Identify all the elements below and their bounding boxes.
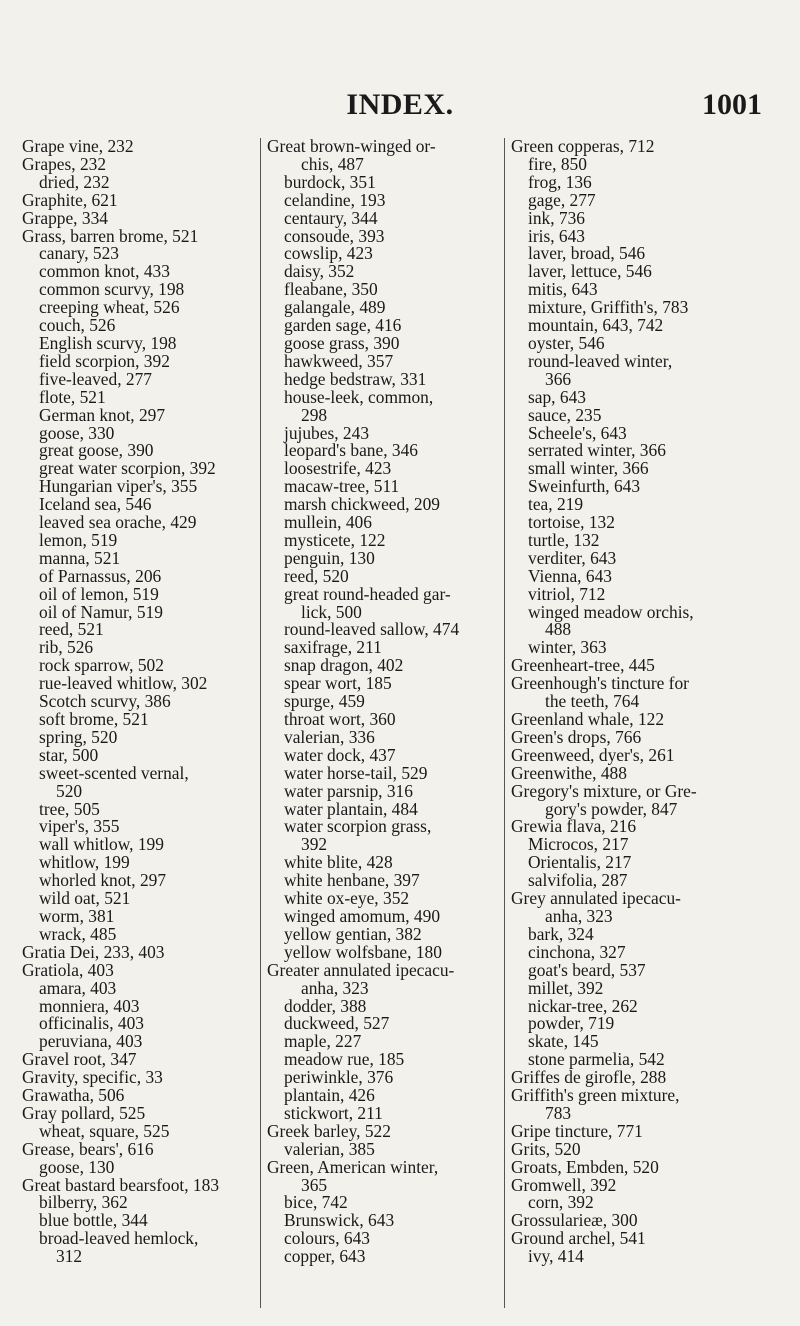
index-entry: round-leaved winter, [528, 350, 673, 371]
index-entry: Sweinfurth, 643 [528, 476, 641, 497]
index-entry: leaved sea orache, 429 [39, 512, 197, 533]
index-entry: loosestrife, 423 [284, 458, 392, 479]
index-entry: 365 [301, 1174, 328, 1195]
index-entry: wheat, square, 525 [39, 1120, 170, 1141]
index-entry: maple, 227 [284, 1031, 362, 1052]
index-entry: Greenheart-tree, 445 [511, 655, 655, 676]
index-entry: blue bottle, 344 [39, 1210, 148, 1231]
index-entry: German knot, 297 [39, 404, 166, 425]
index-entry: Gray pollard, 525 [22, 1102, 146, 1123]
index-entry: valerian, 385 [284, 1138, 375, 1159]
page-header [0, 88, 800, 128]
index-entry: spear wort, 185 [284, 673, 392, 694]
index-entry: Gregory's mixture, or Gre- [511, 780, 697, 801]
index-entry: jujubes, 243 [284, 422, 370, 443]
index-entry: spring, 520 [39, 726, 118, 747]
index-entry: throat wort, 360 [284, 709, 396, 729]
index-entry: Brunswick, 643 [284, 1210, 395, 1231]
index-entry: lick, 500 [301, 601, 362, 622]
index-entry: hedge bedstraw, 331 [284, 368, 427, 389]
index-entry: white ox-eye, 352 [284, 888, 410, 909]
index-entry: Grape vine, 232 [22, 136, 134, 156]
index-entry: canary, 523 [39, 243, 119, 264]
index-entry: winged amomum, 490 [284, 905, 441, 926]
index-entry: daisy, 352 [284, 261, 355, 282]
page-number: 1001 [702, 88, 762, 121]
index-entry: Grapes, 232 [22, 153, 107, 174]
index-entry: water plantain, 484 [284, 798, 418, 819]
index-entry: officinalis, 403 [39, 1013, 144, 1034]
index-entry: Greater annulated ipecacu- [267, 959, 455, 980]
index-entry: sweet-scented vernal, [39, 762, 189, 783]
index-entry: white henbane, 397 [284, 870, 420, 891]
index-entry: mountain, 643, 742 [528, 315, 664, 336]
index-entry: Green, American winter, [267, 1156, 439, 1177]
index-entry: flote, 521 [39, 386, 106, 407]
index-entry: nickar-tree, 262 [528, 995, 638, 1016]
index-entry: manna, 521 [39, 547, 121, 568]
index-entry: Grease, bears', 616 [22, 1138, 154, 1159]
index-entry: ivy, 414 [528, 1246, 584, 1267]
index-entry: sap, 643 [528, 386, 586, 407]
index-entry: fire, 850 [528, 153, 587, 174]
index-entry: mitis, 643 [528, 279, 598, 300]
index-entry: water horse-tail, 529 [284, 762, 428, 783]
index-entry: mullein, 406 [284, 512, 372, 533]
index-entry: Gravity, specific, 33 [22, 1067, 163, 1088]
index-entry: millet, 392 [528, 977, 604, 998]
index-entry: house-leek, common, [284, 386, 434, 407]
index-entry: 298 [301, 404, 328, 425]
index-entry: great round-headed gar- [284, 583, 451, 604]
index-entry: stone parmelia, 542 [528, 1049, 665, 1070]
index-entry: reed, 521 [39, 619, 104, 640]
index-entry: wall whitlow, 199 [39, 834, 164, 855]
index-entry: Green copperas, 712 [511, 136, 655, 156]
index-entry: lemon, 519 [39, 529, 118, 550]
index-entry: Greenland whale, 122 [511, 709, 665, 729]
index-entry: Groats, Embden, 520 [511, 1156, 659, 1177]
index-entry: goose grass, 390 [284, 332, 400, 353]
index-entry: Grossularieæ, 300 [511, 1210, 638, 1231]
index-entry: Greenhough's tincture for [511, 673, 689, 694]
index-entry: English scurvy, 198 [39, 332, 177, 353]
index-entry: Iceland sea, 546 [39, 494, 152, 515]
index-entry: stickwort, 211 [284, 1102, 383, 1123]
index-entry: 312 [56, 1246, 83, 1267]
index-entry: wrack, 485 [39, 923, 117, 944]
index-entry: Orientalis, 217 [528, 852, 632, 873]
index-entry: wild oat, 521 [39, 888, 131, 909]
index-entry: tortoise, 132 [528, 512, 615, 533]
index-entry: winter, 363 [528, 637, 607, 658]
index-entry: mixture, Griffith's, 783 [528, 297, 689, 318]
index-entry: Griffes de girofle, 288 [511, 1067, 667, 1088]
index-entry: Great bastard bearsfoot, 183 [22, 1174, 220, 1195]
index-entry: verditer, 643 [528, 547, 617, 568]
index-entry: Griffith's green mixture, [511, 1085, 680, 1106]
index-entry: Scheele's, 643 [528, 422, 627, 443]
index-entry: 520 [56, 780, 83, 801]
index-entry: 783 [545, 1102, 572, 1123]
index-entry: bice, 742 [284, 1192, 348, 1213]
index-entry: tree, 505 [39, 798, 100, 819]
index-entry: Grawatha, 506 [22, 1085, 125, 1106]
index-entry: five-leaved, 277 [39, 368, 152, 389]
index-column-2 [260, 138, 503, 1308]
index-entry: laver, lettuce, 546 [528, 261, 652, 282]
index-entry: winged meadow orchis, [528, 601, 694, 622]
index-entry: goose, 130 [39, 1156, 115, 1177]
index-entry: serrated winter, 366 [528, 440, 666, 461]
index-entry: hawkweed, 357 [284, 350, 394, 371]
index-entry: mysticete, 122 [284, 529, 386, 550]
index-entry: broad-leaved hemlock, [39, 1228, 199, 1249]
index-entry: great water scorpion, 392 [39, 458, 216, 479]
index-entry: viper's, 355 [39, 816, 120, 837]
index-entry: saxifrage, 211 [284, 637, 382, 658]
index-entry: galangale, 489 [284, 297, 386, 318]
index-entry: goat's beard, 537 [528, 959, 646, 980]
index-entry: Greenweed, dyer's, 261 [511, 744, 675, 765]
page-title: INDEX. [346, 88, 454, 121]
index-entry: anha, 323 [545, 905, 613, 926]
index-entry: periwinkle, 376 [284, 1067, 394, 1088]
index-entry: powder, 719 [528, 1013, 615, 1034]
index-entry: of Parnassus, 206 [39, 565, 162, 586]
index-entry: Greenwithe, 488 [511, 762, 627, 783]
index-entry: rib, 526 [39, 637, 94, 658]
index-entry: Grewia flava, 216 [511, 816, 637, 837]
index-entry: bilberry, 362 [39, 1192, 128, 1213]
index-entry: burdock, 351 [284, 171, 376, 192]
index-entry: Microcos, 217 [528, 834, 629, 855]
index-entry: Gromwell, 392 [511, 1174, 617, 1195]
index-entry: fleabane, 350 [284, 279, 378, 300]
index-entry: salvifolia, 287 [528, 870, 628, 891]
index-entry: yellow wolfsbane, 180 [284, 941, 442, 962]
index-entry: worm, 381 [39, 905, 115, 926]
index-entry: gory's powder, 847 [545, 798, 678, 819]
index-entry: leopard's bane, 346 [284, 440, 419, 461]
index-entry: goose, 330 [39, 422, 115, 443]
index-entry: colours, 643 [284, 1228, 370, 1249]
index-entry: common scurvy, 198 [39, 279, 185, 300]
index-entry: Scotch scurvy, 386 [39, 691, 171, 712]
index-entry: whorled knot, 297 [39, 870, 167, 891]
index-entry: cowslip, 423 [284, 243, 373, 264]
index-entry: macaw-tree, 511 [284, 476, 400, 497]
index-entry: chis, 487 [301, 153, 364, 174]
index-entry: oil of lemon, 519 [39, 583, 159, 604]
index-entry: Grass, barren brome, 521 [22, 225, 199, 246]
index-entry: great goose, 390 [39, 440, 154, 461]
index-entry: frog, 136 [528, 171, 592, 192]
index-entry: dried, 232 [39, 171, 110, 192]
index-entry: reed, 520 [284, 565, 349, 586]
index-entry: common knot, 433 [39, 261, 170, 282]
index-entry: water scorpion grass, [284, 816, 432, 837]
index-entry: Grappe, 334 [22, 207, 108, 228]
index-column-1 [22, 138, 254, 1266]
index-entry: soft brome, 521 [39, 709, 149, 729]
index-entry: yellow gentian, 382 [284, 923, 422, 944]
index-entry: oil of Namur, 519 [39, 601, 163, 622]
index-entry: whitlow, 199 [39, 852, 130, 873]
index-entry: dodder, 388 [284, 995, 367, 1016]
index-column-3 [504, 138, 789, 1308]
index-entry: sauce, 235 [528, 404, 602, 425]
index-entry: oyster, 546 [528, 332, 605, 353]
index-entry: small winter, 366 [528, 458, 649, 479]
index-entry: round-leaved sallow, 474 [284, 619, 460, 640]
index-entry: centaury, 344 [284, 207, 378, 228]
index-entry: the teeth, 764 [545, 691, 640, 712]
index-entry: gage, 277 [528, 189, 596, 210]
index-entry: creeping wheat, 526 [39, 297, 180, 318]
index-entry: bark, 324 [528, 923, 594, 944]
index-entry: water parsnip, 316 [284, 780, 413, 801]
index-entry: 392 [301, 834, 328, 855]
index-entry: tea, 219 [528, 494, 584, 515]
index-entry: Greek barley, 522 [267, 1120, 391, 1141]
index-entry: snap dragon, 402 [284, 655, 404, 676]
index-entry: plantain, 426 [284, 1085, 375, 1106]
index-entry: iris, 643 [528, 225, 586, 246]
index-entry: meadow rue, 185 [284, 1049, 405, 1070]
index-entry: celandine, 193 [284, 189, 386, 210]
index-entry: penguin, 130 [284, 547, 375, 568]
index-entry: spurge, 459 [284, 691, 365, 712]
index-entry: anha, 323 [301, 977, 369, 998]
index-entry: 488 [545, 619, 572, 640]
index-entry: water dock, 437 [284, 744, 396, 765]
index-entry: white blite, 428 [284, 852, 393, 873]
index-entry: Great brown-winged or- [267, 136, 436, 156]
index-entry: consoude, 393 [284, 225, 385, 246]
index-entry: Gratia Dei, 233, 403 [22, 941, 165, 962]
index-entry: corn, 392 [528, 1192, 594, 1213]
index-entry: Hungarian viper's, 355 [39, 476, 198, 497]
index-entry: Gratiola, 403 [22, 959, 114, 980]
index-entry: Graphite, 621 [22, 189, 118, 210]
index-entry: valerian, 336 [284, 726, 375, 747]
index-entry: monniera, 403 [39, 995, 140, 1016]
index-entry: Green's drops, 766 [511, 726, 642, 747]
index-entry: 366 [545, 368, 572, 389]
index-entry: marsh chickweed, 209 [284, 494, 440, 515]
index-entry: amara, 403 [39, 977, 117, 998]
index-entry: duckweed, 527 [284, 1013, 390, 1034]
index-entry: rue-leaved whitlow, 302 [39, 673, 208, 694]
index-entry: star, 500 [39, 744, 99, 765]
index-entry: Gripe tincture, 771 [511, 1120, 643, 1141]
index-entry: Ground archel, 541 [511, 1228, 646, 1249]
index-entry: field scorpion, 392 [39, 350, 170, 371]
index-entry: Vienna, 643 [528, 565, 612, 586]
index-entry: Grits, 520 [511, 1138, 581, 1159]
index-entry: laver, broad, 546 [528, 243, 646, 264]
index-entry: peruviana, 403 [39, 1031, 143, 1052]
index-entry: cinchona, 327 [528, 941, 626, 962]
index-entry: Gravel root, 347 [22, 1049, 137, 1070]
index-entry: ink, 736 [528, 207, 586, 228]
index-entry: couch, 526 [39, 315, 116, 336]
index-entry: vitriol, 712 [528, 583, 606, 604]
index-entry: turtle, 132 [528, 529, 600, 550]
index-entry: Grey annulated ipecacu- [511, 888, 681, 909]
index-entry: garden sage, 416 [284, 315, 402, 336]
index-entry: rock sparrow, 502 [39, 655, 164, 676]
index-entry: skate, 145 [528, 1031, 599, 1052]
index-entry: copper, 643 [284, 1246, 366, 1267]
